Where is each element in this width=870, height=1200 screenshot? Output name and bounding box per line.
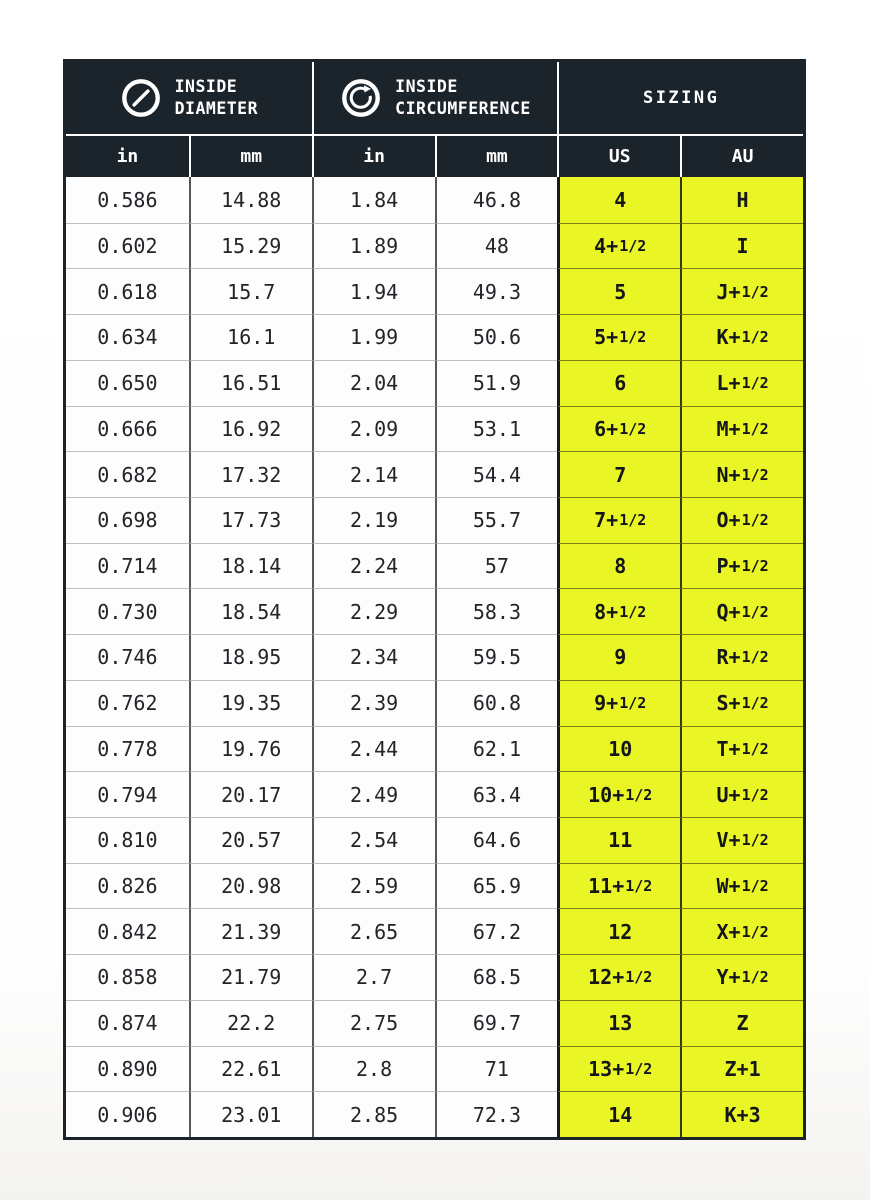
cell-size-us: 13+ 1/2 xyxy=(557,1046,680,1092)
cell-circumference-mm: 49.3 xyxy=(435,268,558,314)
cell-size-us: 5+ 1/2 xyxy=(557,314,680,360)
header-group-sizing xyxy=(557,62,803,134)
cell-diameter-in: 0.746 xyxy=(66,634,189,680)
column-header-circumference-mm: mm xyxy=(435,136,558,177)
cell-size-us: 11 xyxy=(557,817,680,863)
cell-circumference-mm: 72.3 xyxy=(435,1091,558,1137)
cell-circumference-mm: 63.4 xyxy=(435,771,558,817)
cell-circumference-in: 2.34 xyxy=(312,634,435,680)
table-row xyxy=(66,268,803,314)
cell-diameter-mm: 23.01 xyxy=(189,1091,312,1137)
cell-size-us: 8+ 1/2 xyxy=(557,588,680,634)
cell-circumference-mm: 58.3 xyxy=(435,588,558,634)
cell-circumference-mm: 54.4 xyxy=(435,451,558,497)
cell-circumference-in: 1.99 xyxy=(312,314,435,360)
column-header-size-au: AU xyxy=(680,136,803,177)
cell-size-au: K+ 1/2 xyxy=(680,314,803,360)
cell-circumference-in: 1.89 xyxy=(312,223,435,269)
cell-size-us: 10 xyxy=(557,726,680,772)
cell-circumference-mm: 64.6 xyxy=(435,817,558,863)
cell-size-au: T+ 1/2 xyxy=(680,726,803,772)
cell-diameter-in: 0.602 xyxy=(66,223,189,269)
cell-circumference-in: 2.39 xyxy=(312,680,435,726)
cell-size-us: 4+ 1/2 xyxy=(557,223,680,269)
cell-circumference-in: 2.8 xyxy=(312,1046,435,1092)
cell-size-au: Y+ 1/2 xyxy=(680,954,803,1000)
cell-size-au: H xyxy=(680,177,803,223)
cell-size-au: K+3 xyxy=(680,1091,803,1137)
cell-diameter-mm: 21.39 xyxy=(189,908,312,954)
cell-circumference-mm: 53.1 xyxy=(435,406,558,452)
cell-circumference-in: 2.04 xyxy=(312,360,435,406)
cell-size-us: 10+ 1/2 xyxy=(557,771,680,817)
cell-diameter-in: 0.906 xyxy=(66,1091,189,1137)
cell-diameter-in: 0.730 xyxy=(66,588,189,634)
cell-diameter-in: 0.762 xyxy=(66,680,189,726)
cell-circumference-mm: 55.7 xyxy=(435,497,558,543)
cell-circumference-mm: 60.8 xyxy=(435,680,558,726)
cell-circumference-in: 1.94 xyxy=(312,268,435,314)
cell-circumference-mm: 65.9 xyxy=(435,863,558,909)
cell-size-au: I xyxy=(680,223,803,269)
cell-circumference-in: 2.85 xyxy=(312,1091,435,1137)
cell-size-us: 6+ 1/2 xyxy=(557,406,680,452)
cell-size-au: Z+1 xyxy=(680,1046,803,1092)
table-row xyxy=(66,1046,803,1092)
cell-diameter-mm: 20.98 xyxy=(189,863,312,909)
column-header-diameter-in: in xyxy=(116,146,139,167)
table-body xyxy=(66,177,803,1137)
cell-circumference-in: 2.44 xyxy=(312,726,435,772)
table-row xyxy=(66,360,803,406)
cell-size-us: 7 xyxy=(557,451,680,497)
table-row xyxy=(66,771,803,817)
cell-circumference-mm: 69.7 xyxy=(435,1000,558,1046)
cell-size-us: 6 xyxy=(557,360,680,406)
cell-size-au: J+ 1/2 xyxy=(680,268,803,314)
table-header xyxy=(66,62,803,134)
cell-diameter-mm: 16.92 xyxy=(189,406,312,452)
cell-circumference-in: 2.09 xyxy=(312,406,435,452)
ring-sizing-table xyxy=(63,59,806,1140)
table-row xyxy=(66,908,803,954)
cell-circumference-mm: 51.9 xyxy=(435,360,558,406)
cell-size-au: S+ 1/2 xyxy=(680,680,803,726)
cell-size-au: P+ 1/2 xyxy=(680,543,803,589)
cell-diameter-in: 0.618 xyxy=(66,268,189,314)
cell-diameter-mm: 20.17 xyxy=(189,771,312,817)
cell-size-au: N+ 1/2 xyxy=(680,451,803,497)
table-row xyxy=(66,497,803,543)
cell-diameter-in: 0.698 xyxy=(66,497,189,543)
table-row xyxy=(66,314,803,360)
cell-size-us: 14 xyxy=(557,1091,680,1137)
diameter-icon xyxy=(120,77,162,119)
cell-diameter-mm: 18.14 xyxy=(189,543,312,589)
cell-diameter-mm: 17.73 xyxy=(189,497,312,543)
cell-diameter-in: 0.874 xyxy=(66,1000,189,1046)
table-row xyxy=(66,680,803,726)
table-row xyxy=(66,1091,803,1137)
table-row xyxy=(66,634,803,680)
cell-diameter-in: 0.794 xyxy=(66,771,189,817)
cell-diameter-mm: 18.95 xyxy=(189,634,312,680)
cell-circumference-in: 2.59 xyxy=(312,863,435,909)
cell-diameter-in: 0.778 xyxy=(66,726,189,772)
cell-size-au: M+ 1/2 xyxy=(680,406,803,452)
cell-circumference-mm: 59.5 xyxy=(435,634,558,680)
cell-diameter-in: 0.890 xyxy=(66,1046,189,1092)
column-header-diameter-mm: mm xyxy=(189,136,312,177)
cell-size-au: Q+ 1/2 xyxy=(680,588,803,634)
cell-diameter-in: 0.826 xyxy=(66,863,189,909)
cell-diameter-in: 0.810 xyxy=(66,817,189,863)
cell-diameter-mm: 22.61 xyxy=(189,1046,312,1092)
cell-circumference-in: 2.75 xyxy=(312,1000,435,1046)
column-header-row xyxy=(66,136,803,177)
cell-diameter-in: 0.842 xyxy=(66,908,189,954)
cell-diameter-mm: 15.7 xyxy=(189,268,312,314)
cell-diameter-mm: 21.79 xyxy=(189,954,312,1000)
column-header-circumference-in: in xyxy=(312,136,435,177)
cell-size-au: V+ 1/2 xyxy=(680,817,803,863)
cell-diameter-in: 0.666 xyxy=(66,406,189,452)
cell-circumference-in: 1.84 xyxy=(312,177,435,223)
table-row xyxy=(66,451,803,497)
cell-size-au: W+ 1/2 xyxy=(680,863,803,909)
cell-circumference-mm: 71 xyxy=(435,1046,558,1092)
header-group-inside-circumference xyxy=(312,62,558,134)
table-row xyxy=(66,223,803,269)
cell-circumference-in: 2.14 xyxy=(312,451,435,497)
cell-size-us: 4 xyxy=(557,177,680,223)
cell-circumference-mm: 57 xyxy=(435,543,558,589)
cell-diameter-in: 0.682 xyxy=(66,451,189,497)
cell-size-us: 5 xyxy=(557,268,680,314)
cell-diameter-in: 0.714 xyxy=(66,543,189,589)
table-row xyxy=(66,177,803,223)
table-row xyxy=(66,954,803,1000)
header-group-label: SIZING xyxy=(642,87,720,108)
cell-diameter-in: 0.634 xyxy=(66,314,189,360)
table-row xyxy=(66,726,803,772)
cell-circumference-mm: 62.1 xyxy=(435,726,558,772)
cell-diameter-mm: 22.2 xyxy=(189,1000,312,1046)
cell-diameter-mm: 19.76 xyxy=(189,726,312,772)
cell-circumference-in: 2.54 xyxy=(312,817,435,863)
cell-size-au: X+ 1/2 xyxy=(680,908,803,954)
cell-diameter-in: 0.858 xyxy=(66,954,189,1000)
cell-size-au: Z xyxy=(680,1000,803,1046)
cell-circumference-in: 2.7 xyxy=(312,954,435,1000)
cell-circumference-in: 2.19 xyxy=(312,497,435,543)
column-header-size-us: US xyxy=(557,136,680,177)
cell-diameter-mm: 14.88 xyxy=(189,177,312,223)
cell-circumference-mm: 67.2 xyxy=(435,908,558,954)
cell-size-au: O+ 1/2 xyxy=(680,497,803,543)
cell-size-us: 13 xyxy=(557,1000,680,1046)
cell-circumference-mm: 68.5 xyxy=(435,954,558,1000)
cell-size-au: U+ 1/2 xyxy=(680,771,803,817)
cell-circumference-in: 2.49 xyxy=(312,771,435,817)
cell-size-us: 8 xyxy=(557,543,680,589)
header-group-inside-diameter xyxy=(66,62,312,134)
cell-size-au: R+ 1/2 xyxy=(680,634,803,680)
cell-diameter-mm: 16.51 xyxy=(189,360,312,406)
cell-size-us: 9 xyxy=(557,634,680,680)
cell-size-us: 7+ 1/2 xyxy=(557,497,680,543)
cell-diameter-mm: 17.32 xyxy=(189,451,312,497)
cell-size-us: 12+ 1/2 xyxy=(557,954,680,1000)
cell-circumference-in: 2.65 xyxy=(312,908,435,954)
cell-size-us: 11+ 1/2 xyxy=(557,863,680,909)
circumference-icon xyxy=(340,77,382,119)
cell-circumference-mm: 46.8 xyxy=(435,177,558,223)
table-row xyxy=(66,817,803,863)
header-group-label: INSIDE CIRCUMFERENCE xyxy=(395,76,531,118)
cell-circumference-in: 2.24 xyxy=(312,543,435,589)
cell-diameter-mm: 18.54 xyxy=(189,588,312,634)
table-row xyxy=(66,588,803,634)
table-row xyxy=(66,1000,803,1046)
cell-size-au: L+ 1/2 xyxy=(680,360,803,406)
cell-size-us: 9+ 1/2 xyxy=(557,680,680,726)
cell-circumference-mm: 48 xyxy=(435,223,558,269)
header-group-label: INSIDE DIAMETER xyxy=(174,76,259,118)
cell-diameter-in: 0.650 xyxy=(66,360,189,406)
cell-circumference-in: 2.29 xyxy=(312,588,435,634)
cell-diameter-mm: 15.29 xyxy=(189,223,312,269)
cell-diameter-mm: 19.35 xyxy=(189,680,312,726)
table-row xyxy=(66,406,803,452)
cell-circumference-mm: 50.6 xyxy=(435,314,558,360)
cell-diameter-mm: 20.57 xyxy=(189,817,312,863)
cell-diameter-in: 0.586 xyxy=(66,177,189,223)
table-row xyxy=(66,543,803,589)
table-row xyxy=(66,863,803,909)
cell-size-us: 12 xyxy=(557,908,680,954)
cell-diameter-mm: 16.1 xyxy=(189,314,312,360)
